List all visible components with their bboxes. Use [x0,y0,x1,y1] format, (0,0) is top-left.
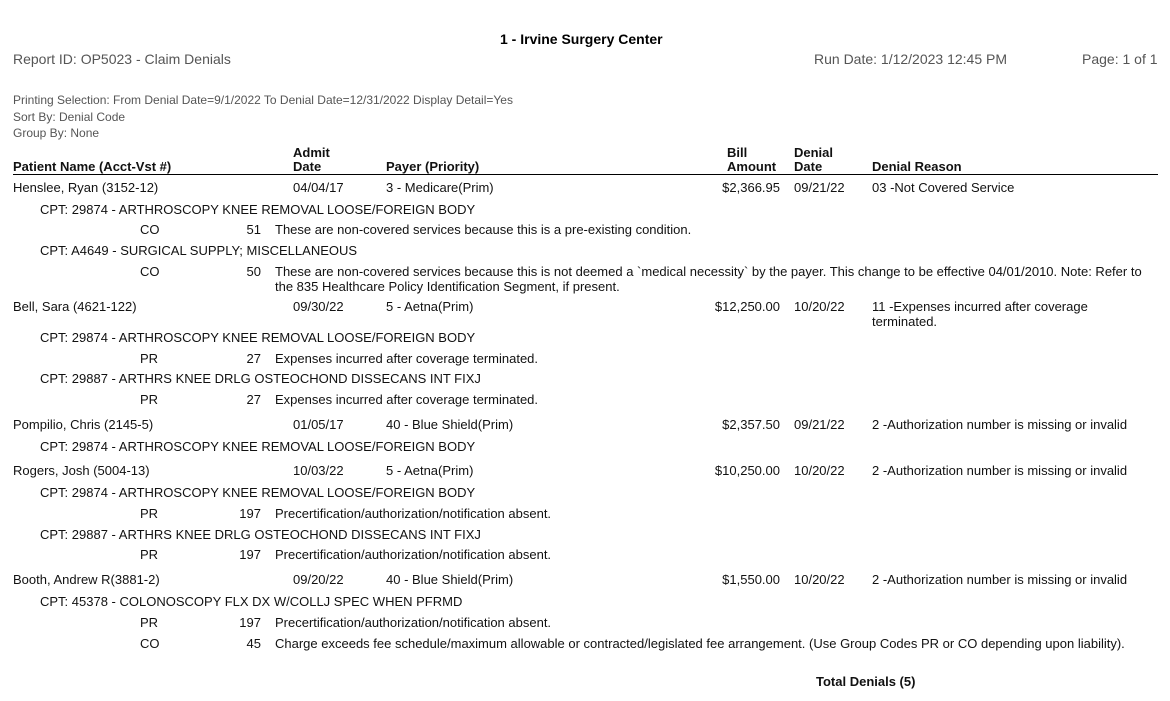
col-admit-line1: Admit [293,145,330,160]
report-id: Report ID: OP5023 - Claim Denials [13,51,231,67]
bill-amount: $10,250.00 [714,463,780,478]
col-admit-line2: Date [293,159,322,174]
group-code: PR [140,351,159,366]
payer: 40 - Blue Shield(Prim) [386,572,514,587]
payer: 5 - Aetna(Prim) [386,299,474,314]
cpt-line: CPT: 29887 - ARTHRS KNEE DRLG OSTEOCHOND DISSECANS INT FIXJ [40,527,481,542]
patient-name: Rogers, Josh (5004-13) [13,463,150,478]
denial-reason: 2 -Authorization number is missing or invalid [872,463,1128,478]
reason-code: 51 [246,222,261,237]
cpt-line: CPT: 29874 - ARTHROSCOPY KNEE REMOVAL LOOSE/FOREIGN BODY [40,202,476,217]
col-denial-reason: Denial Reason [872,159,962,174]
cpt-line: CPT: A4649 - SURGICAL SUPPLY; MISCELLANEOUS [40,243,358,258]
group-code: PR [140,392,159,407]
patient-name: Henslee, Ryan (3152-12) [13,180,159,195]
group-code: CO [140,636,160,651]
run-date: Run Date: 1/12/2023 12:45 PM [814,51,1008,67]
col-patient: Patient Name (Acct-Vst #) [13,159,172,174]
cpt-line: CPT: 29874 - ARTHROSCOPY KNEE REMOVAL LOOSE/FOREIGN BODY [40,330,476,345]
page-number: Page: 1 of 1 [1082,51,1158,67]
denial-reason: 03 -Not Covered Service [872,180,1015,195]
reason-code: 27 [246,351,261,366]
report-title: 1 - Irvine Surgery Center [500,31,663,47]
header-rule [13,174,1158,175]
group-code: CO [140,222,160,237]
group-by: Group By: None [13,126,100,140]
denial-reason: 2 -Authorization number is missing or invalid [872,572,1128,587]
admit-date: 09/20/22 [293,572,344,587]
bill-amount: $2,366.95 [722,180,780,195]
group-code: PR [140,547,159,562]
payer: 3 - Medicare(Prim) [386,180,494,195]
cpt-line: CPT: 45378 - COLONOSCOPY FLX DX W/COLLJ SPEC WHEN PFRMD [40,594,463,609]
admit-date: 01/05/17 [293,417,344,432]
denial-date: 09/21/22 [794,417,845,432]
group-code: PR [140,615,159,630]
denial-reason: 2 -Authorization number is missing or invalid [872,417,1128,432]
denial-reason: 11 -Expenses incurred after coverage terminated. [872,299,1088,329]
patient-name: Bell, Sara (4621-122) [13,299,137,314]
payer: 40 - Blue Shield(Prim) [386,417,514,432]
bill-amount: $1,550.00 [722,572,780,587]
reason-code: 197 [239,615,261,630]
denial-date: 10/20/22 [794,299,845,314]
reason-text: Precertification/authorization/notification absent. [275,615,552,630]
group-code: CO [140,264,160,279]
denial-date: 10/20/22 [794,463,845,478]
admit-date: 09/30/22 [293,299,344,314]
reason-code: 197 [239,506,261,521]
admit-date: 10/03/22 [293,463,344,478]
reason-code: 45 [246,636,261,651]
reason-text: Expenses incurred after coverage terminated. [275,351,539,366]
reason-text: These are non-covered services because this is a pre-existing condition. [275,222,692,237]
patient-name: Booth, Andrew R(3881-2) [13,572,160,587]
denial-date: 09/21/22 [794,180,845,195]
cpt-line: CPT: 29887 - ARTHRS KNEE DRLG OSTEOCHOND DISSECANS INT FIXJ [40,371,481,386]
denial-date: 10/20/22 [794,572,845,587]
payer: 5 - Aetna(Prim) [386,463,474,478]
group-code: PR [140,506,159,521]
reason-text: Precertification/authorization/notification absent. [275,547,552,562]
reason-code: 197 [239,547,261,562]
admit-date: 04/04/17 [293,180,344,195]
reason-text: These are non-covered services because this is not deemed a `medical necessity` by the payer. This change to be effective 04/01/2010. Note: Refer to the 835 Healthcare Policy Identification Segment, if present. [275,264,1142,294]
bill-amount: $12,250.00 [714,299,780,314]
cpt-line: CPT: 29874 - ARTHROSCOPY KNEE REMOVAL LOOSE/FOREIGN BODY [40,439,476,454]
reason-code: 50 [246,264,261,279]
reason-text: Charge exceeds fee schedule/maximum allowable or contracted/legislated fee arrangement. (Use Group Codes PR or CO depending upon liability). [275,636,1125,651]
reason-text: Precertification/authorization/notification absent. [275,506,552,521]
patient-name: Pompilio, Chris (2145-5) [13,417,154,432]
bill-amount: $2,357.50 [722,417,780,432]
col-bill-line1: Bill [727,145,748,160]
col-payer: Payer (Priority) [386,159,480,174]
reason-text: Expenses incurred after coverage terminated. [275,392,539,407]
printing-selection: Printing Selection: From Denial Date=9/1/2022 To Denial Date=12/31/2022 Display Detail=Yes [13,93,513,107]
cpt-line: CPT: 29874 - ARTHROSCOPY KNEE REMOVAL LOOSE/FOREIGN BODY [40,485,476,500]
total-denials: Total Denials (5) [816,674,916,689]
sort-by: Sort By: Denial Code [13,110,126,124]
col-denial-date-line2: Date [794,159,823,174]
col-denial-date-line1: Denial [794,145,834,160]
col-bill-line2: Amount [727,159,777,174]
reason-code: 27 [246,392,261,407]
